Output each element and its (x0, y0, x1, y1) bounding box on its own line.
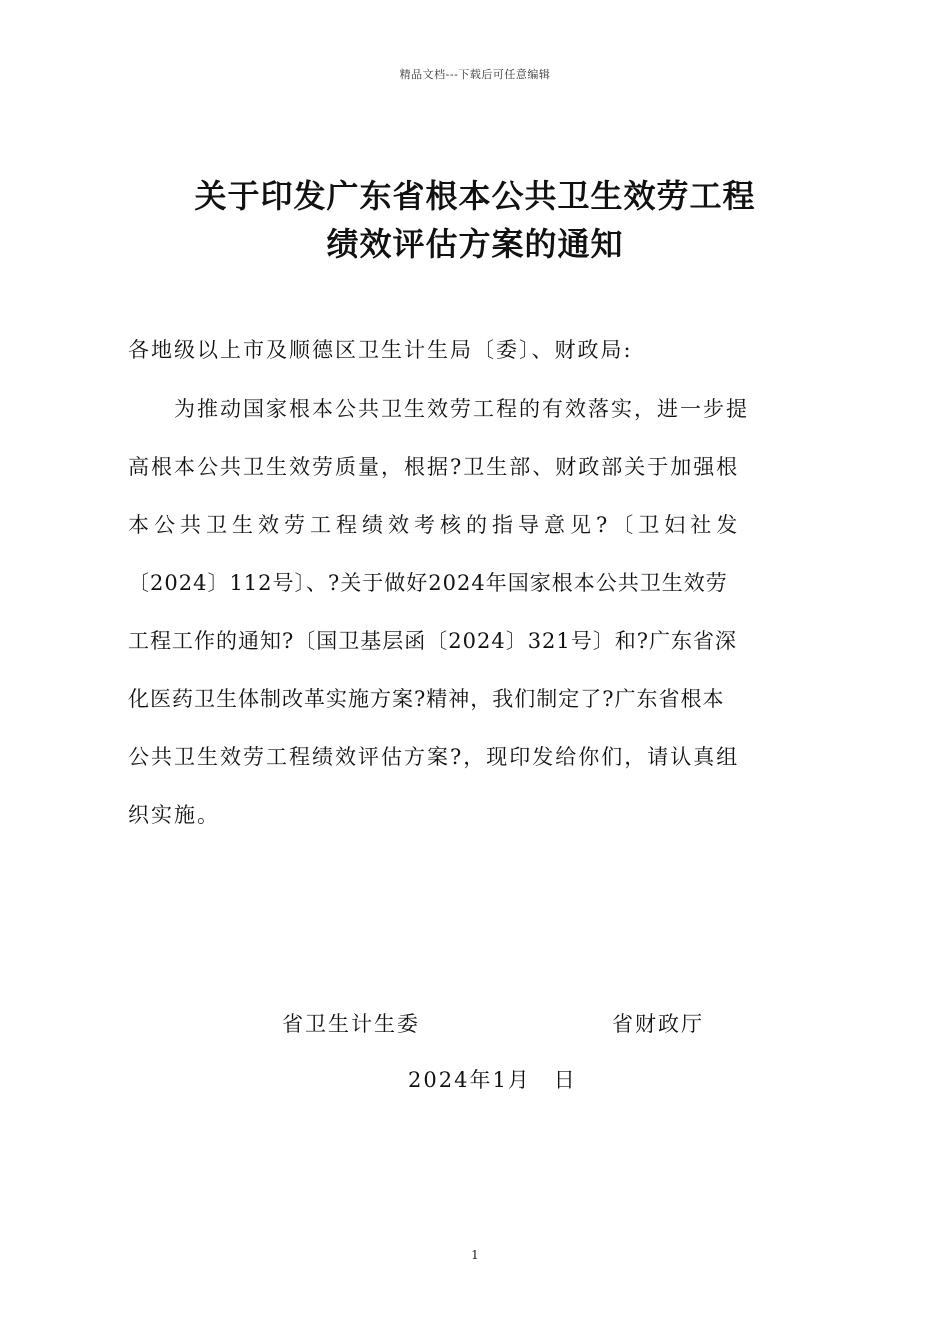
signature-health-commission: 省卫生计生委 (282, 1012, 420, 1036)
header-note: 精品文档---下载后可任意编辑 (399, 68, 551, 81)
body-line: 高根本公共卫生效劳质量，根据?卫生部、财政部关于加强根 (128, 455, 740, 479)
salutation: 各地级以上市及顺德区卫生计生局〔委〕、财政局: (128, 338, 633, 362)
body-line: 公共卫生效劳工程绩效评估方案?，现印发给你们，请认真组 (128, 745, 740, 769)
signature-finance-department: 省财政厅 (612, 1012, 704, 1036)
title-line-1: 关于印发广东省根本公共卫生效劳工程 (194, 177, 756, 215)
document-title (0, 172, 950, 268)
body-line: 本公共卫生效劳工程绩效考核的指导意见?〔卫妇社发 (128, 513, 743, 537)
body-line: 〔2024〕112号〕、?关于做好2024年国家根本公共卫生效劳 (128, 571, 728, 595)
body-line: 化医药卫生体制改革实施方案?精神，我们制定了?广东省根本 (128, 687, 725, 711)
body-line: 织实施。 (128, 803, 220, 827)
document-date: 2024年1月 日 (408, 1068, 577, 1092)
title-line-2: 绩效评估方案的通知 (326, 225, 624, 263)
body-line: 工程工作的通知?〔国卫基层函〔2024〕321号〕和?广东省深 (128, 629, 738, 653)
page-number: 1 (471, 1248, 479, 1262)
body-line: 为推动国家根本公共卫生效劳工程的有效落实，进一步提 (128, 397, 749, 421)
